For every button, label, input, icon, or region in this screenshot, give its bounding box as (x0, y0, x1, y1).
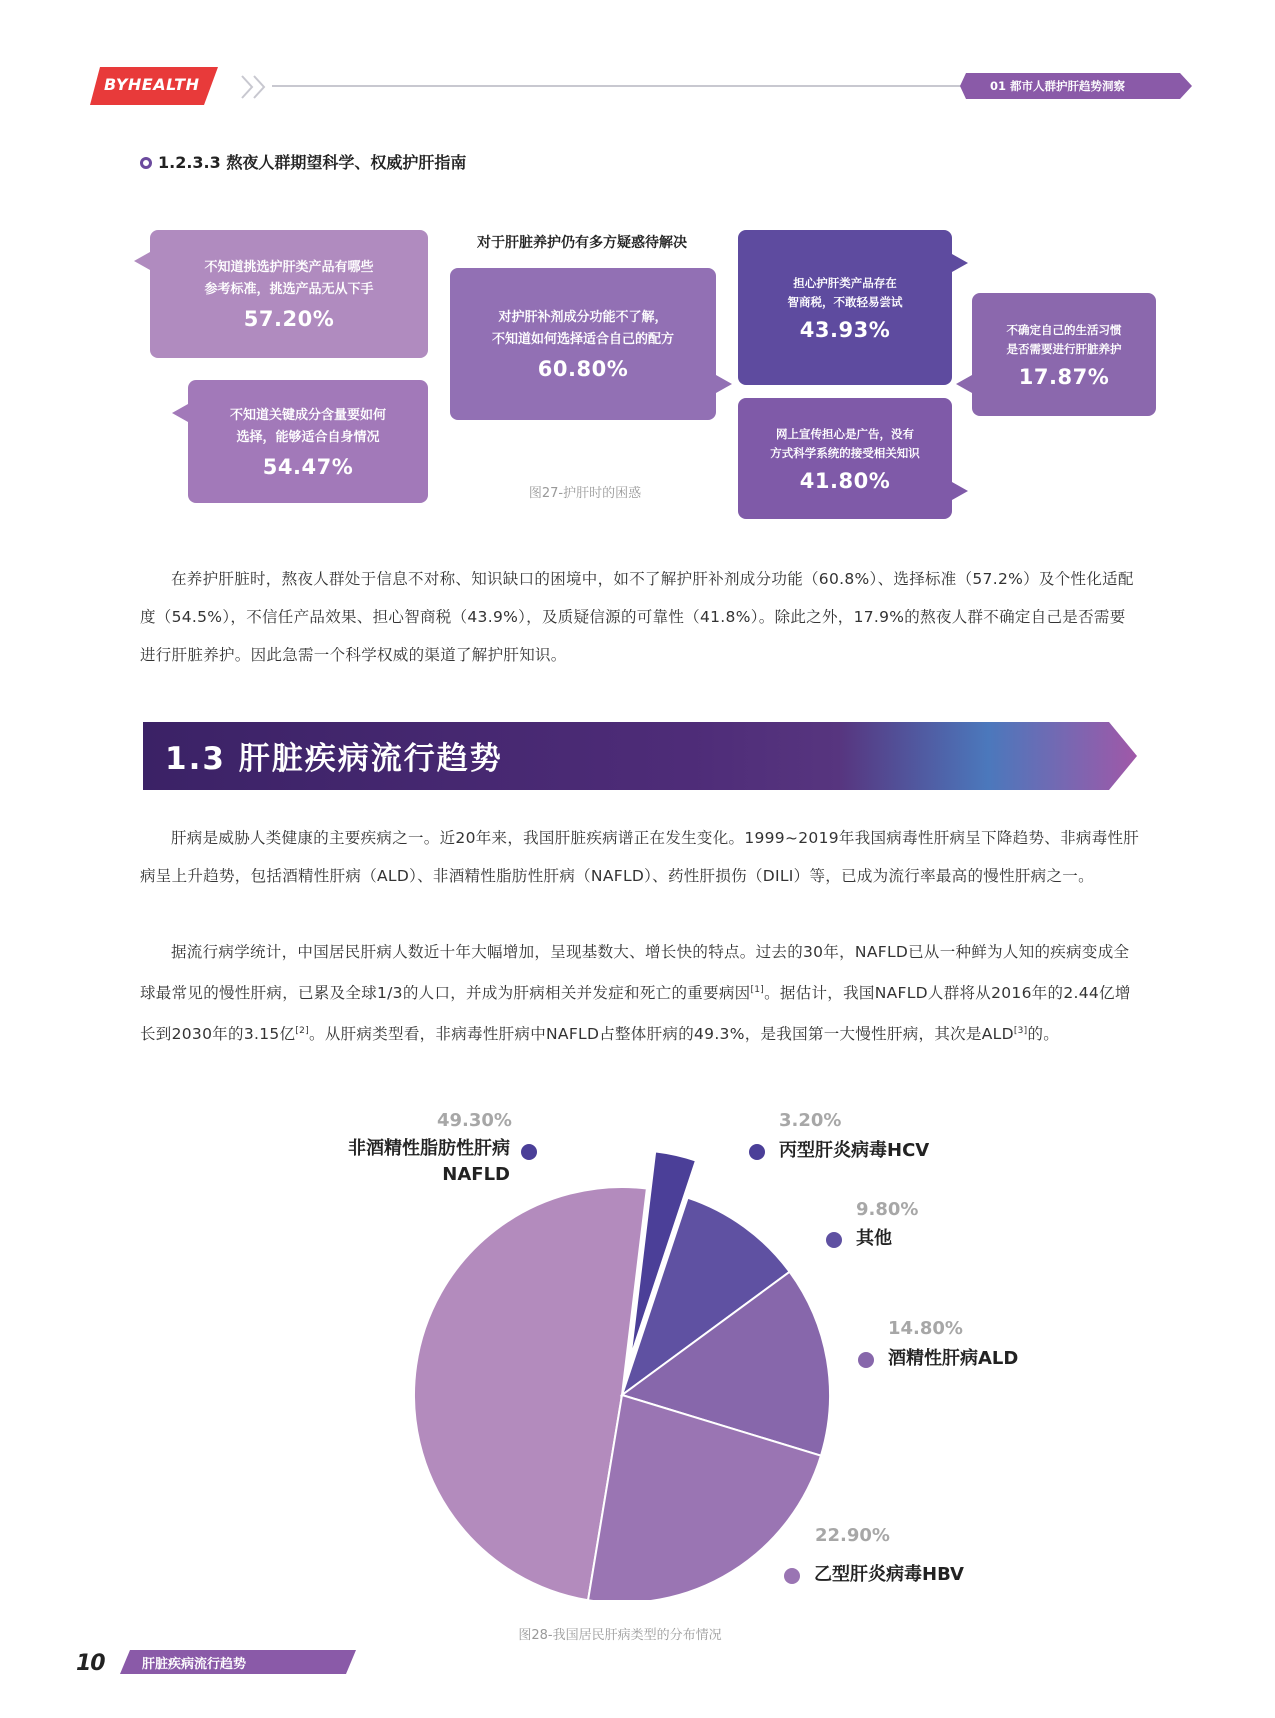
slice-percent-hcv: 3.20% (779, 1110, 842, 1131)
bubble-tail (956, 375, 972, 393)
subsection-title: 1.2.3.3 熬夜人群期望科学、权威护肝指南 (140, 150, 466, 173)
bubble-tail (716, 375, 732, 393)
concern-bubble: 对护肝补剂成分功能不了解， 不知道如何选择适合自己的配方 60.80% (450, 268, 716, 420)
body-paragraph: 据流行病学统计，中国居民肝病人数近十年大幅增加，呈现基数大、增长快的特点。过去的30年，NAFLD已从一种鲜为人知的疾病变成全球最常见的慢性肝病，已累及全球1/3的人口，并成为肝病相关并发症和死亡的重要病因[1]。据估计，我国NAFLD人群将从2016年的2.44亿增长到2030年的3.15亿[2]。从肝病类型看，非病毒性肝病中NAFLD占整体肝病的49.3%，是我国第一大慢性肝病，其次是ALD[3]的。 (140, 943, 1131, 1043)
figure-title: 对于肝脏养护仍有多方疑惑待解决 (477, 235, 687, 251)
concern-bubble: 不知道挑选护肝类产品有哪些 参考标准，挑选产品无从下手 57.20% (150, 230, 428, 358)
legend-dot (858, 1352, 874, 1368)
slice-label-nafld: 非酒精性脂肪性肝病 NAFLD (348, 1138, 510, 1185)
bubble-tail (952, 254, 968, 272)
brand-name: BYHEALTH (104, 75, 200, 94)
concern-bubble: 不确定自己的生活习惯 是否需要进行肝脏养护 17.87% (972, 293, 1156, 416)
bubble-tail (952, 482, 968, 500)
slice-percent-other: 9.80% (856, 1199, 919, 1220)
figure-caption: 图28-我国居民肝病类型的分布情况 (518, 1628, 722, 1643)
body-paragraph: 在养护肝脏时，熬夜人群处于信息不对称、知识缺口的困境中，如不了解护肝补剂成分功能（60.8%）、选择标准（57.2%）及个性化适配度（54.5%），不信任产品效果、担心智商税（43.9%），及质疑信源的可靠性（41.8%）。除此之外，17.9%的熬夜人群不确定自己是否需要进行肝脏养护。因此急需一个科学权威的渠道了解护肝知识。 (140, 570, 1134, 664)
slice-label-hbv: 乙型肝炎病毒HBV (814, 1564, 964, 1585)
slice-percent-ald: 14.80% (888, 1318, 963, 1339)
page-number: 10 (76, 1651, 105, 1676)
slice-label-hcv: 丙型肝炎病毒HCV (779, 1140, 930, 1161)
concern-bubble: 网上宣传担心是广告，没有 方式科学系统的接受相关知识 41.80% (738, 398, 952, 519)
slice-percent-nafld: 49.30% (437, 1110, 512, 1131)
section-title: 1.3 肝脏疾病流行趋势 (165, 741, 503, 777)
target-icon (140, 157, 152, 169)
slice-label-other: 其他 (856, 1228, 892, 1249)
header-divider (272, 85, 972, 87)
slice-percent-hbv: 22.90% (815, 1525, 890, 1546)
figure-caption: 图27-护肝时的困惑 (528, 486, 642, 501)
slice-label-ald: 酒精性肝病ALD (888, 1348, 1019, 1369)
concern-bubble: 不知道关键成分含量要如何 选择，能够适合自身情况 54.47% (188, 380, 428, 503)
legend-dot (826, 1232, 842, 1248)
footer-title: 肝脏疾病流行趋势 (142, 1657, 247, 1672)
section-tag-label: 01 都市人群护肝趋势洞察 (990, 79, 1126, 93)
legend-dot (784, 1568, 800, 1584)
body-paragraph: 肝病是威胁人类健康的主要疾病之一。近20年来，我国肝脏疾病谱正在发生变化。1999~2019年我国病毒性肝病呈下降趋势、非病毒性肝病呈上升趋势，包括酒精性肝病（ALD）、非酒精性脂肪性肝病（NAFLD）、药性肝损伤（DILI）等，已成为流行率最高的慢性肝病之一。 (140, 829, 1140, 885)
concern-bubble: 担心护肝类产品存在 智商税，不敢轻易尝试 43.93% (738, 230, 952, 385)
legend-dot (521, 1144, 537, 1160)
bubble-tail (134, 252, 150, 270)
legend-dot (749, 1144, 765, 1160)
bubble-tail (172, 404, 188, 422)
chevron-double-icon (238, 72, 278, 102)
